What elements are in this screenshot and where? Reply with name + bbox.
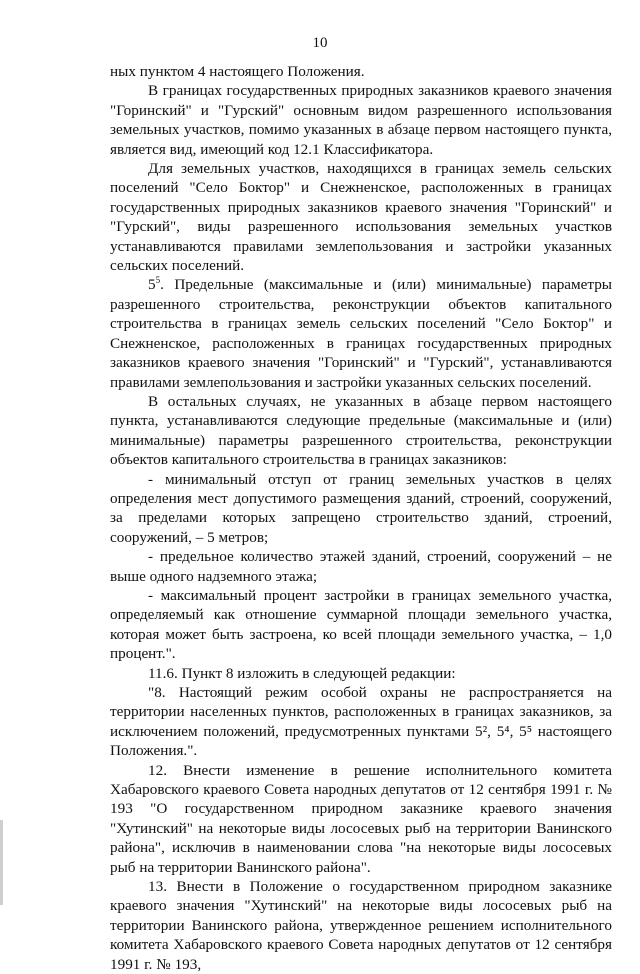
- paragraph-clause-8: "8. Настоящий режим особой охраны не распространяется на территории населенных пунктов, расположенных в границах заказников, за исключением положений, предусмотренных пунктами 5², 5⁴, 5⁵ настоящего Положения.".: [110, 684, 612, 760]
- clause-superscript: 5: [155, 275, 161, 286]
- page-number: 10: [312, 35, 328, 51]
- list-item-floor-limit: - предельное количество этажей зданий, строений, сооружений – не выше одного надземного этажа;: [110, 548, 612, 585]
- paragraph-11-6: 11.6. Пункт 8 изложить в следующей редакции:: [148, 664, 456, 682]
- list-item-minimum-setback: - минимальный отступ от границ земельных участков в целях определения мест допустимого размещения зданий, строений, сооружений, за пределами которых запрещено строительство зданий, строений, сооружений, – 5 метров;: [110, 470, 612, 546]
- list-item-building-coverage: - максимальный процент застройки в границах земельного участка, определяемый как отношение суммарной площади земельного участка, которая может быть застроена, ко всей площади земельного участка, – 1,0 процент.".: [110, 586, 612, 663]
- paragraph-other-cases: В остальных случаях, не указанных в абзаце первом настоящего пункта, устанавливаются следующие предельные (максимальные и (или) минимальные) параметры разрешенного строительства, реконструкции объектов капитального строительства в границах заказников:: [110, 392, 612, 469]
- clause-text: . Предельные (максимальные и (или) минимальные) параметры разрешенного строительства, реконструкции объектов капитального строительства в границах земель сельских поселений "Село Боктор" и Снежненское, расположенных в границах государственных природных заказников краевого значения "Горинский" и "Гурский", устанавливаются правилами землепользования и застройки указанных сельских поселений.: [110, 276, 612, 391]
- document-body: [110, 62, 612, 974]
- paragraph-gorinsky-gursky-land-use: В границах государственных природных заказников краевого значения "Горинский" и "Гурский" основным видом разрешенного использования земельных участков, помимо указанных в абзаце первом настоящего пункта, является вид, имеющий код 12.1 Классификатора.: [110, 82, 612, 158]
- clause-number: 5: [148, 276, 156, 294]
- paragraph-12: 12. Внести изменение в решение исполнительного комитета Хабаровского краевого Совета народных депутатов от 12 сентября 1991 г. № 193 "О государственном природном заказнике краевого значения "Хутинский" на некоторые виды лососевых рыб на территории Ванинского района", исключив в наименовании слова "на некоторые виды лососевых рыб на территории Ванинского района".: [110, 761, 612, 876]
- scan-edge-shadow: [0, 820, 3, 905]
- paragraph-5-5-construction-parameters: [110, 275, 612, 391]
- paragraph-13: 13. Внести в Положение о государственном природном заказнике краевого значения "Хутинский" на некоторые виды лососевых рыб на территории Ванинского района, утвержденное решением исполнительного комитета Хабаровского краевого Совета народных депутатов от 12 сентября 1991 г. № 193,: [110, 878, 612, 973]
- paragraph-continuation: ных пунктом 4 настоящего Положения.: [110, 63, 365, 80]
- paragraph-rural-settlements-land-use: Для земельных участков, находящихся в границах земель сельских поселений "Село Боктор" и Снежненское, расположенных в границах государственных природных заказников краевого значения "Горинский" и "Гурский", виды разрешенного использования земельных участков устанавливаются правилами землепользования и застройки указанных сельских поселений.: [110, 160, 612, 275]
